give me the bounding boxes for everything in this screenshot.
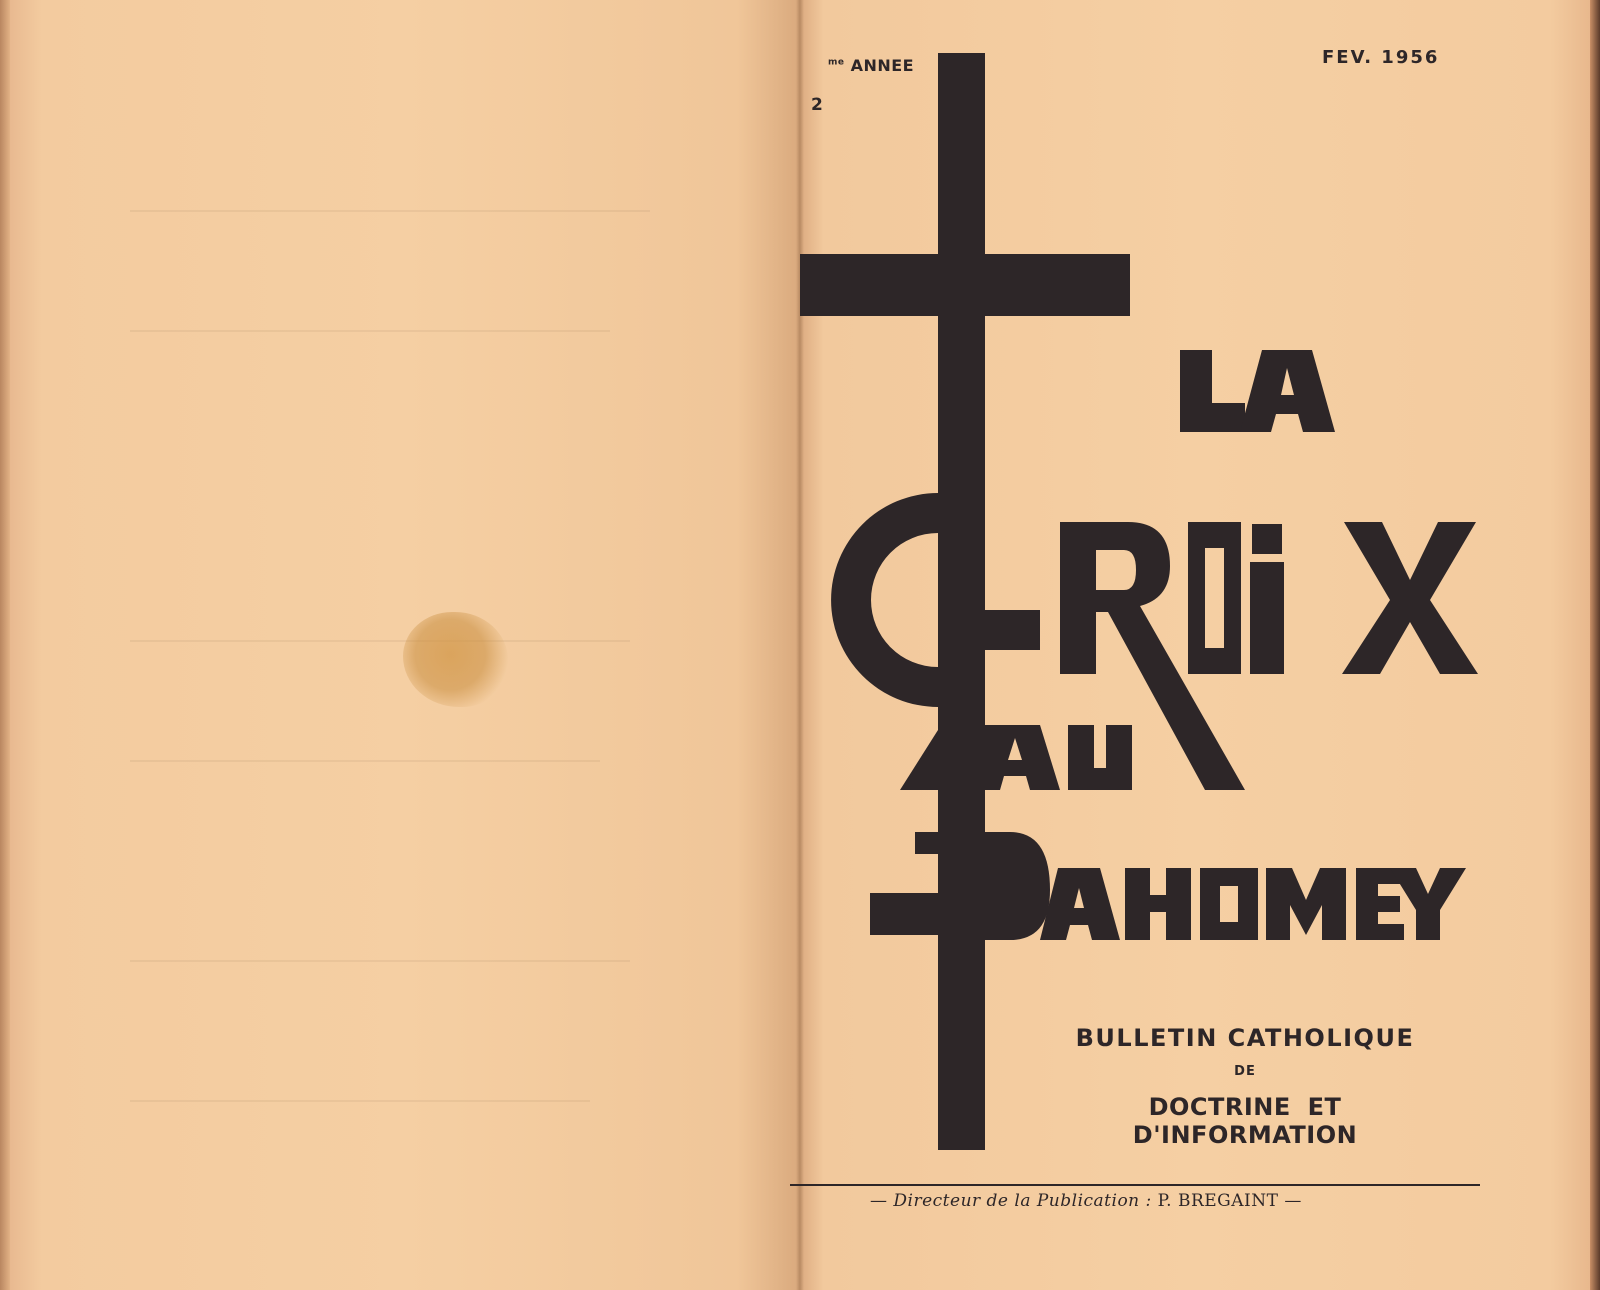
year-label: ANNEE [850, 56, 915, 75]
issue-number: 2 [811, 95, 823, 115]
publication-director [870, 1191, 1302, 1211]
subtitle-line-2: DE [1234, 1064, 1256, 1079]
title-letters-ahomey [1040, 868, 1466, 940]
volume-year [828, 56, 914, 75]
issue-date: FEV. 1956 [1322, 47, 1440, 68]
footer-rule [790, 1184, 1480, 1186]
title-letter-c [831, 493, 1040, 707]
director-label: — Directeur de la Publication : [870, 1191, 1152, 1211]
director-name: P. BREGAINT — [1157, 1191, 1302, 1211]
year-suffix: me [828, 57, 845, 68]
subtitle-line-1: BULLETIN CATHOLIQUE [1075, 1024, 1415, 1052]
cross-vertical-bar [938, 53, 985, 1150]
title-letters-la [1180, 350, 1335, 432]
title-letters-au [900, 725, 1132, 790]
subtitle-line-3: DOCTRINE ET D'INFORMATION [1132, 1093, 1358, 1149]
cross-horizontal-bar [800, 254, 1130, 316]
